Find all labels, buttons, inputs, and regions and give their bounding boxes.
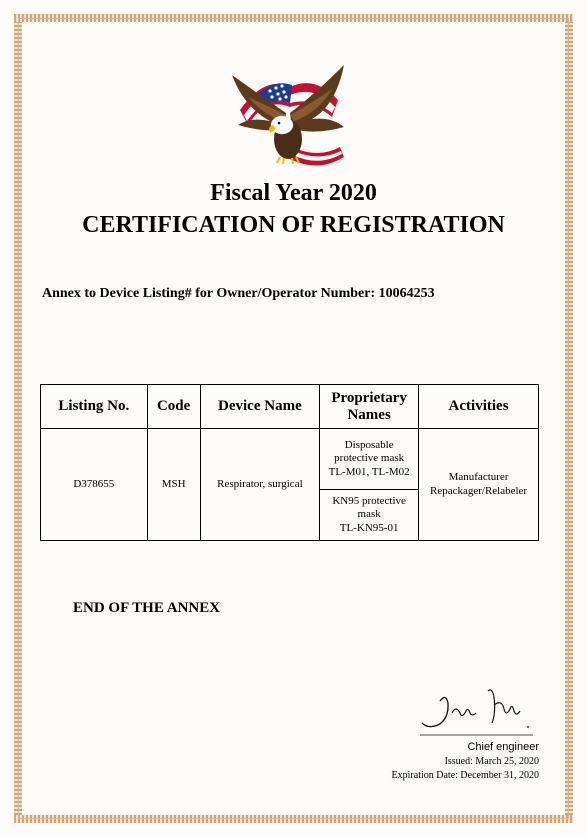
signature-image — [418, 683, 538, 741]
eagle-flag-logo-icon — [220, 55, 355, 175]
cell-listing-no: D378655 — [41, 429, 148, 541]
proprietary-name-1-line-2: protective mask — [334, 452, 405, 465]
column-header-proprietary-names: Proprietary Names — [320, 385, 419, 429]
activity-1: Manufacturer — [448, 471, 509, 484]
fiscal-year-heading: Fiscal Year 2020 — [210, 180, 377, 206]
proprietary-name-2-line-1: KN95 protective — [332, 495, 406, 508]
expiration-date: Expiration Date: December 31, 2020 — [391, 770, 539, 781]
cell-device-name: Respirator, surgical — [200, 429, 320, 541]
annex-line: Annex to Device Listing# for Owner/Operator Number: 10064253 — [42, 286, 435, 301]
table-row — [41, 429, 539, 490]
cell-proprietary-name-1 — [320, 429, 419, 490]
column-header-device-name: Device Name — [200, 385, 320, 429]
end-of-annex-text: END OF THE ANNEX — [73, 600, 221, 616]
certificate-title: CERTIFICATION OF REGISTRATION — [82, 212, 505, 238]
cell-code: MSH — [147, 429, 200, 541]
column-header-code: Code — [147, 385, 200, 429]
proprietary-name-1-line-3: TL-M01, TL-M02 — [328, 465, 410, 478]
proprietary-name-2-line-2: mask — [357, 508, 381, 521]
column-header-listing-no: Listing No. — [41, 385, 148, 429]
device-listing-table — [40, 384, 539, 541]
proprietary-name-1-line-1: Disposable — [344, 439, 394, 452]
proprietary-name-2-line-3: TL-KN95-01 — [339, 521, 399, 534]
cell-activities — [419, 429, 539, 541]
cell-proprietary-name-2 — [320, 490, 419, 541]
activity-2: Repackager/Relabeler — [429, 484, 528, 497]
signer-title: Chief engineer — [467, 741, 539, 753]
table-header-row — [41, 385, 539, 429]
issued-date: Issued: March 25, 2020 — [444, 756, 539, 767]
column-header-activities: Activities — [419, 385, 539, 429]
